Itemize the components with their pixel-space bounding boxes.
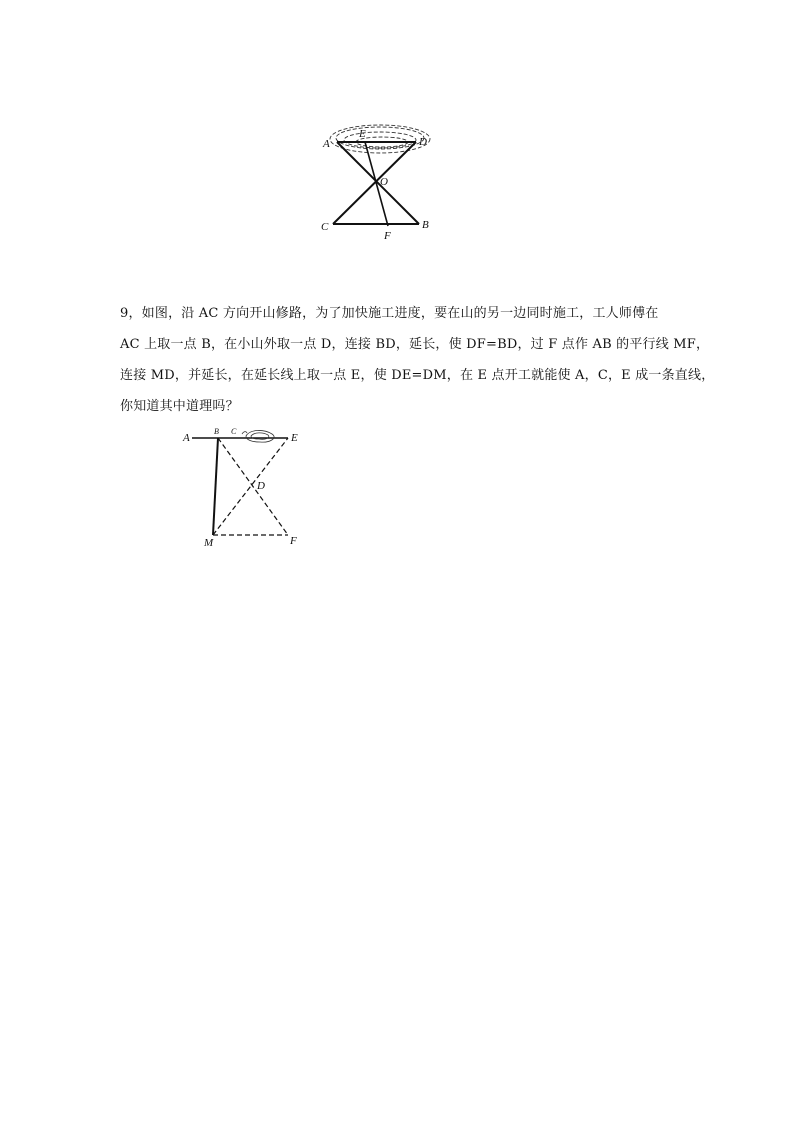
label-b: B bbox=[214, 427, 219, 436]
problem-line-1: 9，如图，沿 AC 方向开山修路，为了加快施工进度，要在山的另一边同时施工，工人师傅在 bbox=[120, 306, 659, 321]
problem-line-2: AC 上取一点 B，在小山外取一点 D，连接 BD，延长，使 DF=BD，过 F 点作 AB 的平行线 MF， bbox=[120, 337, 710, 352]
label-e: E bbox=[359, 128, 366, 140]
label-e: E bbox=[291, 432, 298, 444]
label-m: M bbox=[204, 537, 214, 549]
label-c: C bbox=[321, 221, 329, 233]
label-a: A bbox=[183, 432, 190, 444]
label-o: O bbox=[380, 176, 388, 188]
hill-contours bbox=[242, 430, 274, 442]
segment-dc bbox=[333, 142, 416, 224]
label-b: B bbox=[422, 219, 429, 231]
label-f: F bbox=[384, 230, 391, 242]
label-d: D bbox=[257, 480, 265, 492]
dashed-construction bbox=[213, 438, 288, 535]
label-a: A bbox=[323, 138, 330, 150]
figure-top-diagram bbox=[318, 118, 438, 243]
problem-line-4: 你知道其中道理吗？ bbox=[120, 399, 239, 414]
label-c: C bbox=[231, 427, 237, 436]
segment-bm bbox=[213, 438, 218, 535]
label-d: D bbox=[419, 136, 427, 148]
segment-ab bbox=[337, 142, 419, 224]
label-f: F bbox=[290, 535, 297, 547]
problem-9-text bbox=[120, 298, 715, 422]
problem-line-3: 连接 MD，并延长，在延长线上取一点 E，使 DE=DM，在 E 点开工就能使 A，C，E 成一条直线， bbox=[120, 368, 715, 383]
figure-bottom-diagram bbox=[180, 425, 310, 550]
